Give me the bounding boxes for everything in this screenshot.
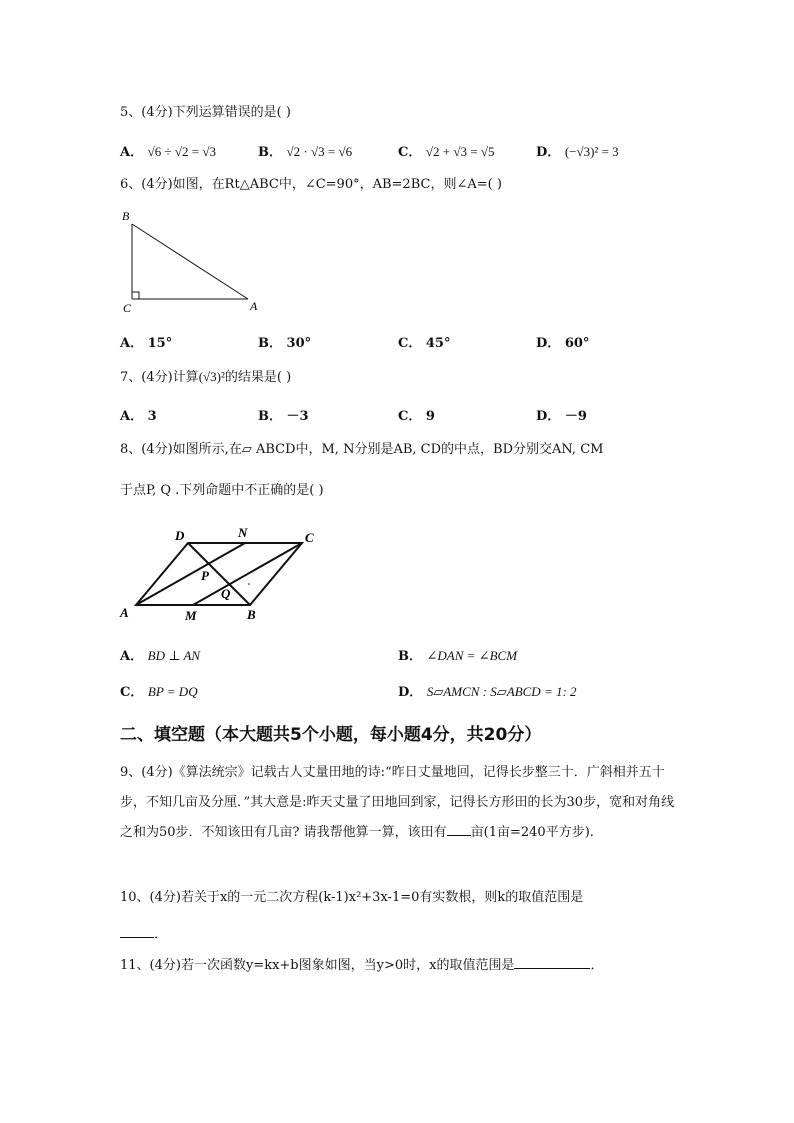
q9-answer-blank[interactable] bbox=[447, 823, 471, 836]
q8-option-c bbox=[120, 681, 198, 700]
q8-option-a-expr: BD ⊥ AN bbox=[147, 648, 201, 663]
q8-option-a-letter: A． bbox=[120, 649, 144, 664]
q6-option-a bbox=[120, 332, 172, 351]
q8-option-b-expr: ∠DAN = ∠BCM bbox=[426, 648, 518, 663]
q6-option-c-letter: C． bbox=[398, 336, 422, 351]
q10-stem: 10、(4分)若关于x的一元二次方程(k-1)x²+3x-1=0有实数根，则k的取值范围是 bbox=[120, 890, 584, 905]
q8-option-b-letter: B． bbox=[398, 649, 422, 664]
q7-option-b-text: －3 bbox=[286, 409, 309, 424]
q7-option-c-letter: C． bbox=[398, 409, 422, 424]
vertex-label-c: C bbox=[123, 301, 132, 315]
q6-option-b-text: 30° bbox=[286, 336, 312, 351]
point-label-q: Q bbox=[221, 586, 231, 601]
vertex-label-d: D bbox=[175, 528, 185, 543]
q5-option-d bbox=[536, 141, 619, 160]
segment-bd bbox=[188, 543, 250, 605]
q8-option-d bbox=[398, 681, 577, 700]
q8-option-b bbox=[398, 645, 517, 664]
q7-option-d bbox=[536, 405, 587, 424]
q5-option-a-letter: A． bbox=[120, 145, 144, 160]
segment-cm bbox=[193, 543, 302, 605]
q9-text: 9、(4分)《算法统宗》记载古人丈量田地的诗:“昨日丈量地回，记得长步整三十．广斜相并五十步，不知几亩及分厘．”其大意是:昨天丈量了田地回到家，记得长方形田的长为30步，宽和对角线之和为50步．不知该田有几亩? 请我帮他算一算，该田有 bbox=[120, 765, 675, 840]
q6-option-c-text: 45° bbox=[425, 336, 451, 351]
q5-option-b-letter: B． bbox=[258, 145, 282, 160]
q11-answer-blank[interactable] bbox=[514, 956, 590, 969]
q7-option-c-text: 9 bbox=[425, 409, 435, 424]
q6-option-b-letter: B． bbox=[258, 336, 282, 351]
q9-text-end: 亩(1亩=240平方步). bbox=[470, 825, 594, 840]
q5-option-a-expr: √6 ÷ √2 = √3 bbox=[147, 144, 216, 159]
vertex-label-c: C bbox=[305, 530, 314, 545]
q5-option-c-letter: C． bbox=[398, 145, 422, 160]
q10-answer-line bbox=[120, 925, 167, 944]
vertex-label-b: B bbox=[122, 209, 130, 223]
q5-option-c-expr: √2 + √3 = √5 bbox=[425, 144, 495, 159]
q7-option-b-letter: B． bbox=[258, 409, 282, 424]
q8-option-c-letter: C． bbox=[120, 685, 144, 700]
q5-stem: 5、(4分)下列运算错误的是( ) bbox=[120, 105, 291, 120]
q6-option-c bbox=[398, 332, 450, 351]
q8-option-d-letter: D． bbox=[398, 685, 423, 700]
q10-answer-blank[interactable] bbox=[120, 925, 154, 938]
q6-option-d bbox=[536, 332, 589, 351]
q6-stem: 6、(4分)如图，在Rt△ABC中，∠C=90°，AB=2BC，则∠A=( ) bbox=[120, 177, 502, 192]
q7-stem bbox=[120, 368, 291, 387]
vertex-label-b: B bbox=[247, 607, 256, 622]
vertex-label-a: A bbox=[250, 299, 258, 313]
q7-option-b bbox=[258, 405, 309, 424]
q5-option-b-expr: √2 · √3 = √6 bbox=[286, 144, 353, 159]
q6-option-a-text: 15° bbox=[147, 336, 173, 351]
triangle-side-ab bbox=[132, 224, 248, 299]
q5-option-d-letter: D． bbox=[536, 145, 561, 160]
vertex-label-n: N bbox=[238, 525, 248, 540]
vertex-label-a: A bbox=[120, 605, 129, 620]
q6-option-a-letter: A． bbox=[120, 336, 144, 351]
q6-option-b bbox=[258, 332, 311, 351]
q8-option-c-expr: BP = DQ bbox=[147, 684, 198, 699]
q6-option-d-text: 60° bbox=[564, 336, 590, 351]
q5-option-b bbox=[258, 141, 352, 160]
q6-option-d-letter: D． bbox=[536, 336, 561, 351]
q8-option-d-expr: S▱AMCN : S▱ABCD = 1: 2 bbox=[426, 684, 577, 699]
q7-stem-expr: (√3)² bbox=[198, 369, 225, 384]
q5-option-a bbox=[120, 141, 216, 160]
q7-stem-post: 的结果是( ) bbox=[224, 370, 292, 385]
q5-option-c bbox=[398, 141, 494, 160]
q8-stem-line2: 于点P, Q .下列命题中不正确的是( ) bbox=[120, 483, 324, 498]
right-angle-mark bbox=[132, 292, 139, 299]
section-title: 二、填空题（本大题共5个小题，每小题4分，共20分） bbox=[120, 725, 542, 745]
parallelogram-figure bbox=[112, 520, 332, 632]
q7-option-c bbox=[398, 405, 435, 424]
point-label-p: P bbox=[201, 568, 209, 583]
q5-option-d-expr: (−√3)² = 3 bbox=[564, 144, 619, 159]
q7-option-d-text: －9 bbox=[564, 409, 587, 424]
right-triangle-figure bbox=[118, 206, 268, 318]
q10-end: ． bbox=[154, 927, 168, 942]
q11-end: ． bbox=[590, 958, 604, 973]
q8-stem-line1: 8、(4分)如图所示,在▱ ABCD中，M, N分别是AB, CD的中点，BD分别交AN, CM bbox=[120, 442, 604, 457]
q8-option-a bbox=[120, 645, 200, 664]
q7-option-d-letter: D． bbox=[536, 409, 561, 424]
q7-stem-pre: 7、(4分)计算 bbox=[120, 370, 199, 385]
q9-paragraph bbox=[120, 758, 680, 848]
q11-stem bbox=[120, 956, 603, 975]
q7-option-a bbox=[120, 405, 157, 424]
q11-text: 11、(4分)若一次函数y=kx+b图象如图，当y>0时，x的取值范围是 bbox=[120, 958, 515, 973]
q7-option-a-text: 3 bbox=[147, 409, 157, 424]
q7-option-a-letter: A． bbox=[120, 409, 144, 424]
point-label-m: M bbox=[185, 608, 197, 623]
small-dot bbox=[248, 583, 250, 585]
